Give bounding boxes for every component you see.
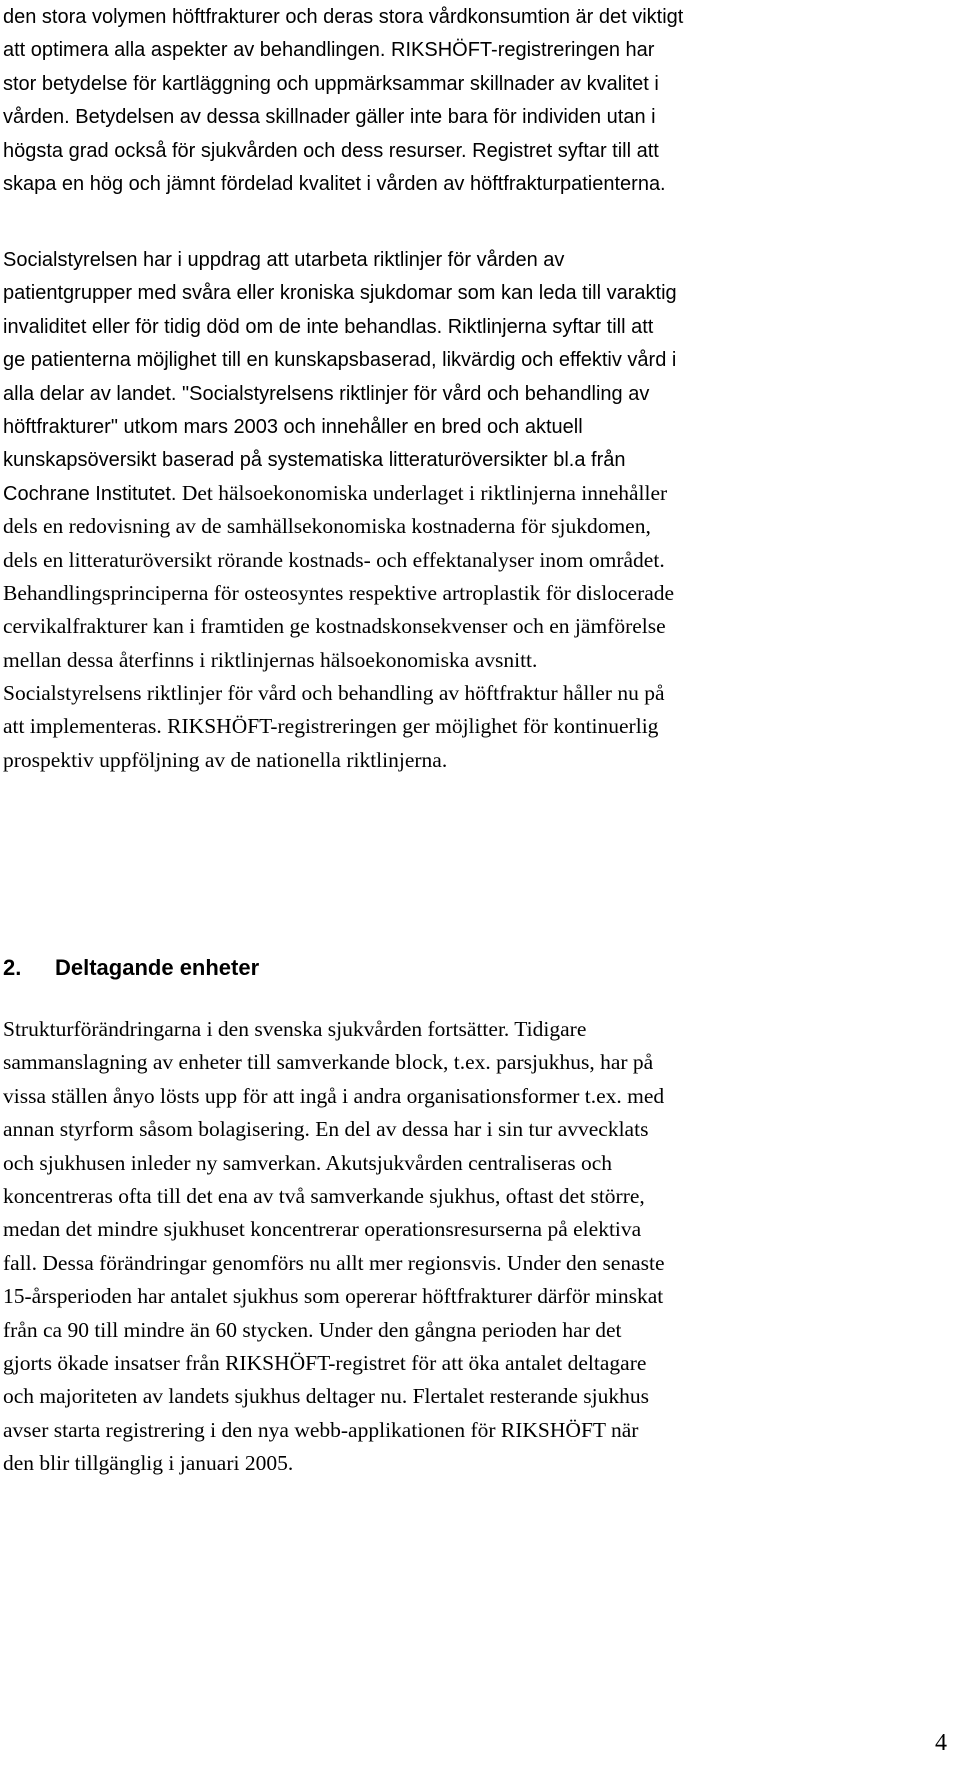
text-line	[3, 343, 953, 376]
text-line	[3, 167, 953, 200]
text-line	[3, 1347, 953, 1380]
text-line	[3, 477, 953, 510]
text-line	[3, 67, 953, 100]
text-segment: avser starta registrering i den nya webb-applikationen för RIKSHÖFT när	[3, 1417, 639, 1442]
text-line	[3, 310, 953, 343]
paragraph-2	[3, 243, 953, 777]
text-segment: koncentreras ofta till det ena av två samverkande sjukhus, oftast det större,	[3, 1183, 645, 1208]
text-segment: medan det mindre sjukhuset koncentrerar operationsresurserna på elektiva	[3, 1217, 642, 1242]
text-segment: Det hälsoekonomiska underlaget i riktlinjerna innehåller	[176, 480, 668, 505]
text-segment: fall. Dessa förändringar genomförs nu allt mer regionsvis. Under den senaste	[3, 1250, 665, 1275]
section-heading	[3, 955, 259, 981]
text-segment: vissa ställen ånyo lösts upp för att ingå i andra organisationsformer t.ex. med	[3, 1083, 665, 1108]
text-segment: Behandlingsprinciperna för osteosyntes respektive artroplastik för dislocerade	[3, 580, 675, 605]
section-title: Deltagande enheter	[55, 955, 260, 980]
text-segment: cervikalfrakturer kan i framtiden ge kostnadskonsekvenser och en jämförelse	[3, 614, 666, 639]
text-line	[3, 1147, 953, 1180]
text-segment: kunskapsöversikt baserad på systematiska litteraturöversikter bl.a från	[3, 449, 626, 472]
text-line	[3, 1213, 953, 1246]
text-line	[3, 0, 953, 33]
text-line	[3, 243, 953, 276]
text-line	[3, 1046, 953, 1079]
text-segment: patientgrupper med svåra eller kroniska sjukdomar som kan leda till varaktig	[3, 282, 677, 305]
text-segment: från ca 90 till mindre än 60 stycken. Under den gångna perioden har det	[3, 1317, 622, 1342]
text-segment: Strukturförändringarna i den svenska sjukvården fortsätter. Tidigare	[3, 1017, 587, 1041]
text-line	[3, 677, 953, 710]
text-segment: högsta grad också för sjukvården och dess resurser. Registret syftar till att	[3, 139, 659, 162]
text-segment: stor betydelse för kartläggning och uppmärksammar skillnader av kvalitet i	[3, 72, 659, 95]
text-segment: Socialstyrelsen har i uppdrag att utarbeta riktlinjer för vården av	[3, 249, 565, 271]
text-line	[3, 1280, 953, 1313]
text-segment: och sjukhusen inleder ny samverkan. Akutsjukvården centraliseras och	[3, 1150, 612, 1175]
text-segment: ge patienterna möjlighet till en kunskapsbaserad, likvärdig och effektiv vård i	[3, 349, 677, 372]
text-segment: mellan dessa återfinns i riktlinjernas hälsoekonomiska avsnitt.	[3, 647, 538, 672]
text-line	[3, 1380, 953, 1413]
text-line	[3, 33, 953, 66]
text-segment: dels en litteraturöversikt rörande kostnads- och effektanalyser inom området.	[3, 547, 665, 572]
text-segment: 15-årsperioden har antalet sjukhus som opererar höftfrakturer därför minskat	[3, 1284, 664, 1309]
text-segment: att optimera alla aspekter av behandlingen. RIKSHÖFT-registreringen har	[3, 39, 655, 62]
text-line	[3, 1013, 953, 1046]
text-segment: höftfrakturer" utkom mars 2003 och innehåller en bred och aktuell	[3, 415, 583, 438]
text-segment: annan styrform såsom bolagisering. En del av dessa har i sin tur avvecklats	[3, 1117, 649, 1142]
text-line	[3, 1447, 953, 1480]
paragraph-1	[3, 0, 953, 200]
page-number: 4	[935, 1730, 947, 1756]
text-line	[3, 544, 953, 577]
text-segment: vården. Betydelsen av dessa skillnader gäller inte bara för individen utan i	[3, 106, 656, 129]
text-line	[3, 710, 953, 743]
text-line	[3, 1314, 953, 1347]
text-segment: och majoriteten av landets sjukhus deltager nu. Flertalet resterande sjukhus	[3, 1384, 650, 1409]
section-number: 2.	[3, 955, 22, 980]
text-line	[3, 377, 953, 410]
text-line	[3, 276, 953, 309]
text-segment: dels en redovisning av de samhällsekonomiska kostnaderna för sjukdomen,	[3, 514, 651, 539]
text-segment: Cochrane Institutet.	[3, 482, 177, 505]
text-segment: Socialstyrelsens riktlinjer för vård och behandling av höftfraktur håller nu på	[3, 681, 665, 706]
text-segment: den stora volymen höftfrakturer och deras stora vårdkonsumtion är det viktigt	[3, 6, 684, 28]
text-segment: skapa en hög och jämnt fördelad kvalitet i vården av höftfrakturpatienterna.	[3, 172, 666, 195]
text-line	[3, 1180, 953, 1213]
text-line	[3, 134, 953, 167]
text-line	[3, 100, 953, 133]
text-line	[3, 443, 953, 476]
text-line	[3, 410, 953, 443]
text-line	[3, 644, 953, 677]
text-line	[3, 1080, 953, 1113]
text-segment: gjorts ökade insatser från RIKSHÖFT-registret för att öka antalet deltagare	[3, 1350, 647, 1375]
text-segment: sammanslagning av enheter till samverkande block, t.ex. parsjukhus, har på	[3, 1050, 654, 1075]
text-segment: invaliditet eller för tidig död om de inte behandlas. Riktlinjerna syftar till att	[3, 315, 654, 338]
text-segment: prospektiv uppföljning av de nationella riktlinjerna.	[3, 747, 448, 772]
text-line	[3, 1113, 953, 1146]
text-line	[3, 610, 953, 643]
text-segment: att implementeras. RIKSHÖFT-registreringen ger möjlighet för kontinuerlig	[3, 714, 659, 739]
text-segment: alla delar av landet. "Socialstyrelsens riktlinjer för vård och behandling av	[3, 382, 650, 405]
text-line	[3, 1247, 953, 1280]
text-line	[3, 577, 953, 610]
text-line	[3, 510, 953, 543]
text-line	[3, 744, 953, 777]
paragraph-3	[3, 1013, 953, 1480]
text-segment: den blir tillgänglig i januari 2005.	[3, 1451, 294, 1476]
text-line	[3, 1414, 953, 1447]
